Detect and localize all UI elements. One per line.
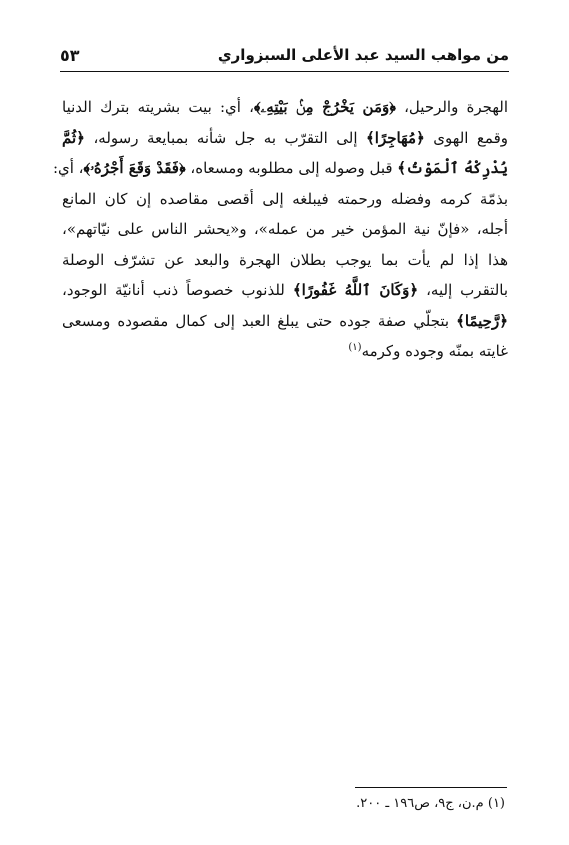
text-run: بذمّة كرمه وفضله ورحمته فيبلغه إلى أقصى مقاصده إن كان المانع xyxy=(62,189,508,208)
text-run: بالتقرب إليه، xyxy=(418,281,509,299)
quran-verse: ﴿رَّحِيمًا﴾ xyxy=(456,311,508,330)
text-run: إلى التقرّب به جل شأنه بمبايعة رسوله، xyxy=(84,128,366,147)
footnote-rule xyxy=(355,787,507,788)
footnote: (١) م.ن، ج٩، ص١٩٦ ـ ٢٠٠. xyxy=(356,796,505,811)
text-line xyxy=(62,336,508,367)
text-line xyxy=(62,245,508,276)
text-line xyxy=(62,92,508,123)
page-header xyxy=(60,42,509,72)
body-text xyxy=(52,92,509,367)
text-run: غايته بمنّه وجوده وكرمه xyxy=(361,342,508,360)
text-line xyxy=(62,123,508,154)
text-run: وقمع الهوى xyxy=(424,128,509,147)
quran-verse: يُدْرِكْهُ ٱلْمَوْتُ﴾ xyxy=(397,159,508,177)
page-number: ٥٣ xyxy=(60,46,80,65)
text-run: هذا إذا لم يأت بما يوجب بطلان الهجرة والبعد عن تشرّف الوصلة xyxy=(62,250,508,269)
running-title: من مواهب السيد عبد الأعلى السبزواري xyxy=(217,46,509,64)
text-run: ، أي: xyxy=(52,159,84,177)
quran-verse: ﴿وَمَن يَخْرُجْ مِنۢ بَيْتِهِۦ﴾ xyxy=(253,98,396,116)
text-line xyxy=(62,306,508,337)
quran-verse: ﴿ثُمَّ xyxy=(62,128,85,147)
text-run: بتجلّي صفة جوده حتى يبلغ العبد إلى كمال مقصوده ومسعى xyxy=(62,311,457,330)
text-line xyxy=(62,275,508,306)
text-run: أجله، «فإنّ نية المؤمن خير من عمله»، و«يحشر الناس على نيّاتهم»، xyxy=(62,220,508,238)
text-run: للذنوب خصوصاً ذنب أنانيّة الوجود، xyxy=(62,281,293,299)
text-line xyxy=(62,184,508,215)
footnote-marker: (١) xyxy=(348,342,362,353)
quran-verse: ﴿فَقَدْ وَقَعَ أَجْرُهُۥ﴾ xyxy=(83,159,186,177)
text-run: الهجرة والرحيل، xyxy=(395,98,508,116)
header-rule xyxy=(60,71,509,72)
text-run: قبل وصوله إلى مطلوبه ومسعاه، xyxy=(185,159,398,177)
quran-verse: ﴿مُهَاجِرًا﴾ xyxy=(365,128,425,147)
text-run: ، أي: بيت بشريته بترك الدنيا xyxy=(62,98,254,116)
quran-verse: ﴿وَكَانَ ٱللَّهُ غَفُورًا﴾ xyxy=(292,281,419,299)
text-line xyxy=(62,214,508,245)
text-line xyxy=(52,153,508,184)
